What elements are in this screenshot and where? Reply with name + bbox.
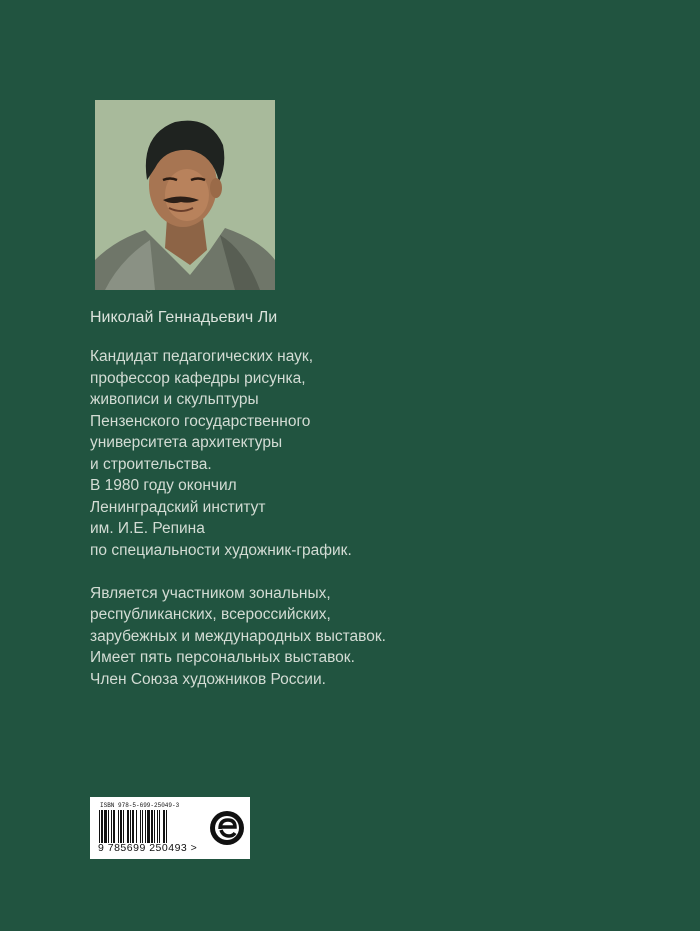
bio-line: Является участником зональных, [90,584,331,602]
bio-line: профессор кафедры рисунка, [90,369,306,387]
isbn-barcode-panel [90,797,250,859]
bio-line: и строительства. [90,455,212,473]
bio-line: по специальности художник-график. [90,541,352,559]
author-bio [90,346,510,690]
paragraph-spacer [90,561,510,583]
bio-line: Кандидат педагогических наук, [90,348,314,365]
barcode-icon [98,810,204,843]
bio-line: республиканских, всероссийских, [90,606,331,623]
author-name: Николай Геннадьевич Ли [90,309,278,326]
bio-line: Имеет пять персональных выставок. [90,649,355,666]
isbn-label: ISBN 978-5-699-25049-3 [100,802,180,809]
eksmo-logo-icon [206,802,248,854]
bio-line: В 1980 году окончил [90,477,237,494]
bio-line: им. И.Е. Репина [90,520,205,537]
bio-line: Член Союза художников России. [90,670,326,688]
author-portrait-photo [95,100,275,290]
barcode-digits: 9 785699 250493 > [98,842,198,854]
bio-line: Пензенского государственного [90,412,311,430]
bio-line: Ленинградский институт [90,498,266,516]
bio-line: живописи и скульптуры [90,391,259,408]
bio-line: университета архитектуры [90,434,283,451]
bio-line: зарубежных и международных выставок. [90,627,386,645]
author-portrait [95,100,275,290]
